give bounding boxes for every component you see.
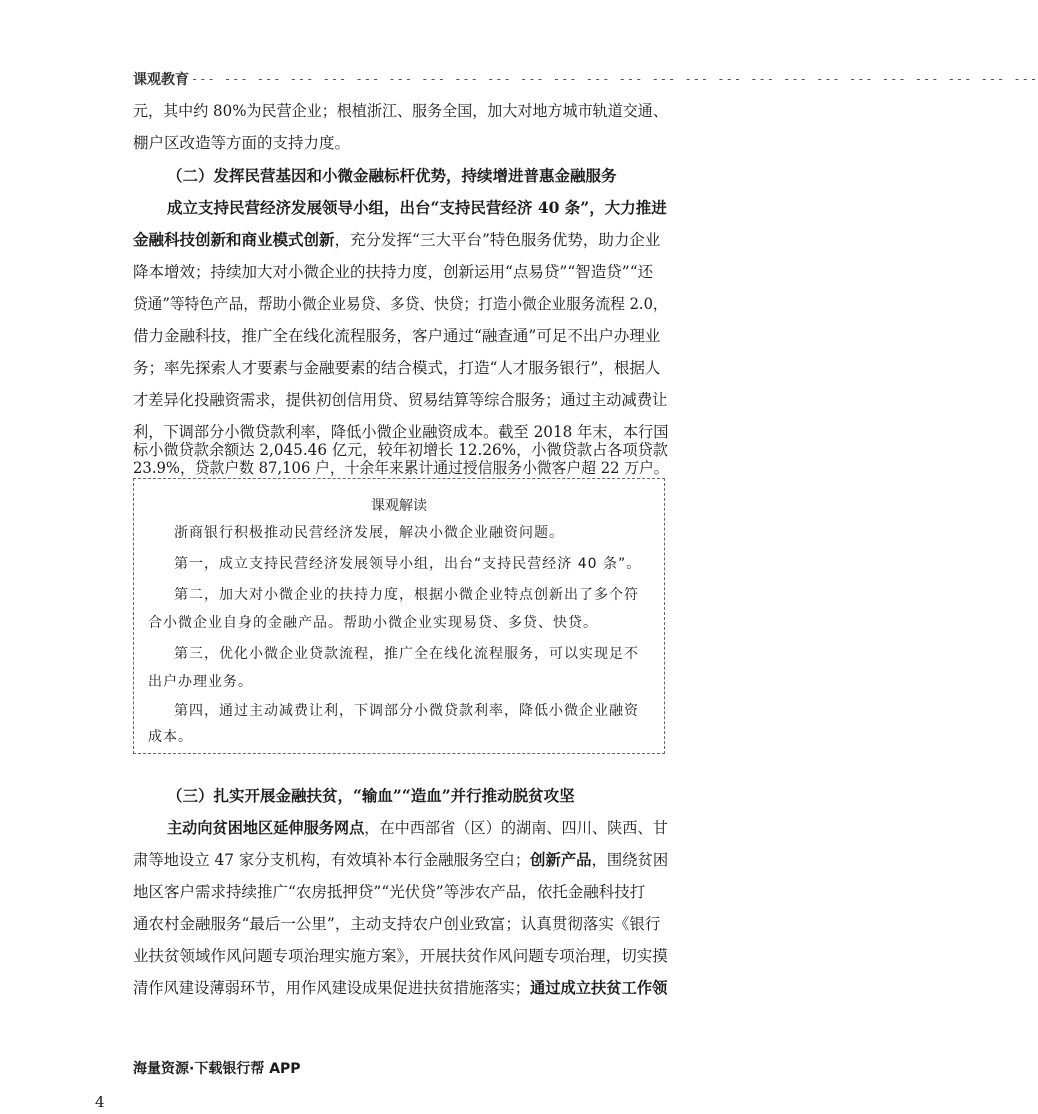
body-line: 棚户区改造等方面的支持力度。 — [133, 134, 351, 152]
body-text: 肃等地设立 47 家分支机构，有效填补本行金融服务空白； — [133, 851, 531, 869]
box-line: 第三，优化小微企业贷款流程，推广全在线化流程服务，可以实现足不 — [174, 646, 639, 662]
body-text: 清作风建设薄弱环节，用作风建设成果促进扶贫措施落实； — [133, 979, 530, 997]
body-line: 标小微贷款余额达 2,045.46 亿元，较年初增长 12.26%，小微贷款占各项贷款 — [133, 441, 669, 459]
body-line: 贷通”等特色产品，帮助小微企业易贷、多贷、快贷；打造小微企业服务流程 2.0， — [133, 295, 668, 313]
body-line: 利，下调部分小微贷款利率，降低小微企业融资成本。截至 2018 年末，本行国 — [133, 423, 669, 441]
box-line: 第二，加大对小微企业的扶持力度，根据小微企业特点创新出了多个符 — [174, 587, 639, 603]
box-title: 课观解读 — [371, 498, 427, 514]
body-line — [133, 850, 668, 870]
header-brand: 课观教育 — [133, 72, 189, 88]
body-line: 业扶贫领域作风问题专项治理实施方案》，开展扶贫作风问题专项治理，切实摸 — [133, 947, 668, 965]
box-line: 第四，通过主动减费让利，下调部分小微贷款利率，降低小微企业融资 — [174, 703, 639, 719]
emphasis-text: 金融科技创新和商业模式创新 — [133, 230, 335, 249]
body-line: 地区客户需求持续推广“农房抵押贷”“光伏贷”等涉农产品，依托金融科技打 — [133, 883, 646, 901]
body-line: 降本增效；持续加大对小微企业的扶持力度，创新运用“点易贷”“智造贷”“还 — [133, 263, 654, 281]
body-line — [167, 818, 668, 838]
body-line: 元，其中约 80%为民营企业；根植浙江、服务全国，加大对地方城市轨道交通、 — [133, 102, 668, 120]
body-text: ，在中西部省（区）的湖南、四川、陕西、甘 — [364, 819, 668, 837]
footer-promo: 海量资源·下载银行帮 APP — [133, 1061, 301, 1077]
body-line: 才差异化投融资需求，提供初创信用贷、贸易结算等综合服务；通过主动减费让 — [133, 391, 668, 409]
emphasis-text: 主动向贫困地区延伸服务网点 — [167, 818, 365, 837]
box-line: 出户办理业务。 — [148, 674, 253, 690]
body-line: 23.9%，贷款户数 87,106 户，十余年来累计通过授信服务小微客户超 22 万户。 — [133, 459, 669, 477]
page-header — [133, 66, 1038, 92]
body-line: 借力金融科技，推广全在线化流程服务，客户通过“融查通”可足不出户办理业 — [133, 327, 661, 345]
body-line: 务；率先探索人才要素与金融要素的结合模式，打造“人才服务银行”，根据人 — [133, 359, 661, 377]
body-line: 通农村金融服务“最后一公里”，主动支持农户创业致富；认真贯彻落实《银行 — [133, 915, 661, 933]
body-line — [133, 978, 667, 998]
box-line: 成本。 — [148, 729, 193, 745]
body-text: ，围绕贫困 — [591, 851, 669, 869]
box-line: 合小微企业自身的金融产品。帮助小微企业实现易贷、多贷、快贷。 — [148, 615, 598, 631]
section-heading-2: （二）发挥民营基因和小微金融标杆优势，持续增进普惠金融服务 — [167, 166, 617, 185]
box-line: 浙商银行积极推动民营经济发展，解决小微企业融资问题。 — [174, 525, 564, 541]
page-number: 4 — [95, 1093, 105, 1111]
emphasis-text: 创新产品 — [530, 850, 592, 869]
body-text: ，充分发挥“三大平台”特色服务优势，助力企业 — [334, 231, 661, 249]
commentary-box — [133, 478, 665, 754]
body-line — [133, 230, 660, 250]
emphasis-text: 通过成立扶贫工作领 — [529, 978, 668, 997]
box-line: 第一，成立支持民营经济发展领导小组，出台“支持民营经济 40 条”。 — [174, 556, 642, 572]
header-rule: --- --- --- --- --- --- --- --- --- --- --- --- --- --- --- --- --- --- --- --- --- --- --- --- --- --- — [191, 72, 1038, 86]
body-line-bold: 成立支持民营经济发展领导小组，出台“支持民营经济 40 条”，大力推进 — [167, 198, 667, 217]
section-heading-3: （三）扎实开展金融扶贫，“输血”“造血”并行推动脱贫攻坚 — [167, 786, 575, 805]
